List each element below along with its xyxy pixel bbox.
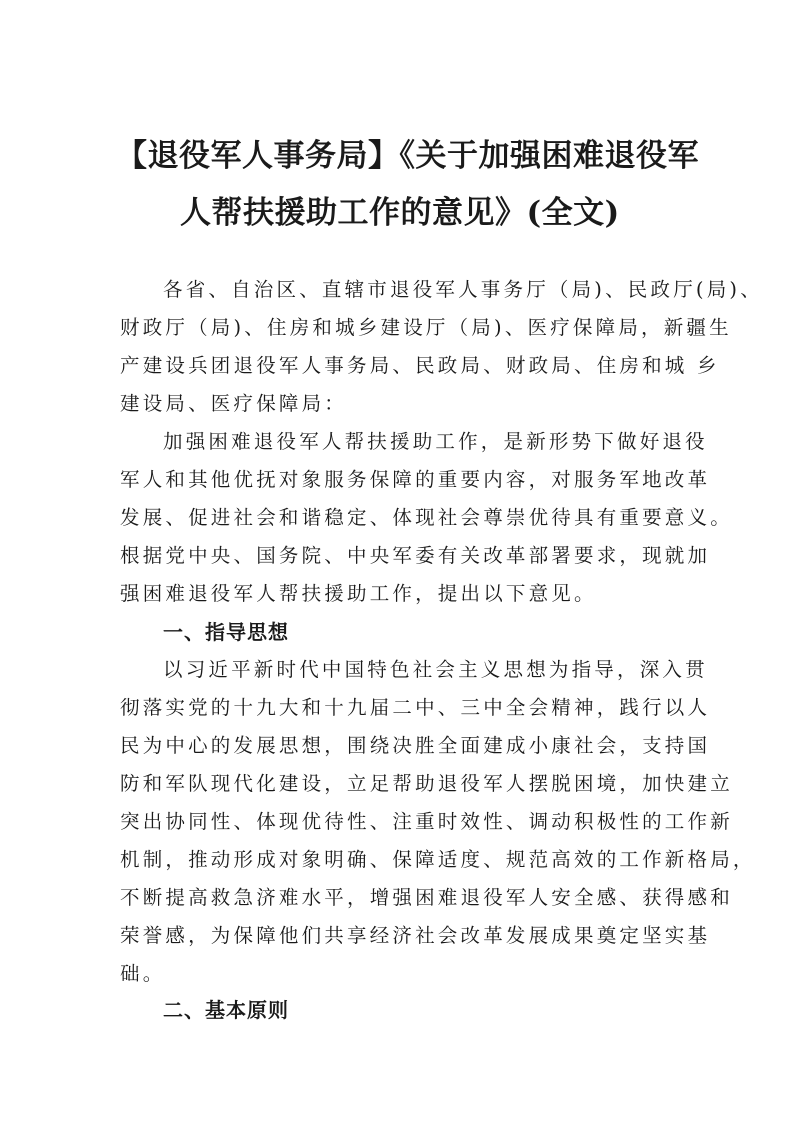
intro-line-2: 军人和其他优抚对象服务保障的重要内容，对服务军地改革 [120, 468, 711, 491]
intro-line-1: 加强困难退役军人帮扶援助工作，是新形势下做好退役 [163, 430, 708, 453]
section-1-line-5: 突出协同性、体现优待性、注重时效性、调动积极性的工作新 [120, 810, 733, 833]
section-1-line-4: 防和军队现代化建设，立足帮助退役军人摆脱困境，加快建立 [120, 772, 733, 795]
section-1-line-7: 不断提高救急济难水平，增强困难退役军人安全感、获得感和 [120, 886, 733, 909]
addressee-line-3: 产建设兵团退役军人事务局、民政局、财政局、住房和城 乡 [120, 354, 720, 377]
section-1-line-9: 础。 [120, 962, 166, 985]
intro-line-5: 强困难退役军人帮扶援助工作，提出以下意见。 [120, 582, 597, 605]
intro-line-4: 根据党中央、国务院、中央军委有关改革部署要求，现就加 [120, 544, 711, 567]
addressee-line-2: 财政厅（局)、住房和城乡建设厅（局)、医疗保障局，新疆生 [120, 316, 732, 339]
intro-line-3: 发展、促进社会和谐稳定、体现社会尊崇优待具有重要意义。 [120, 506, 733, 529]
section-1-line-1: 以习近平新时代中国特色社会主义思想为指导，深入贯 [163, 658, 708, 681]
section-1-line-6: 机制，推动形成对象明确、保障适度、规范高效的工作新格局， [120, 848, 756, 871]
section-2-heading: 二、基本原则 [163, 998, 289, 1022]
section-1-line-8: 荣誉感，为保障他们共享经济社会改革发展成果奠定坚实基 [120, 924, 711, 947]
section-1-line-2: 彻落实党的十九大和十九届二中、三中全会精神，践行以人 [120, 696, 711, 719]
addressee-line-4: 建设局、医疗保障局： [120, 392, 348, 415]
document-title-line-1: 【退役军人事务局】《关于加强困难退役军 [116, 138, 699, 174]
section-1-heading: 一、指导思想 [163, 620, 289, 644]
addressee-line-1: 各省、自治区、直辖市退役军人事务厅（局)、民政厅(局)、 [163, 278, 763, 301]
document-title-line-2: 人帮扶援助工作的意见》(全文) [180, 195, 620, 231]
section-1-line-3: 民为中心的发展思想，围绕决胜全面建成小康社会，支持国 [120, 734, 711, 757]
